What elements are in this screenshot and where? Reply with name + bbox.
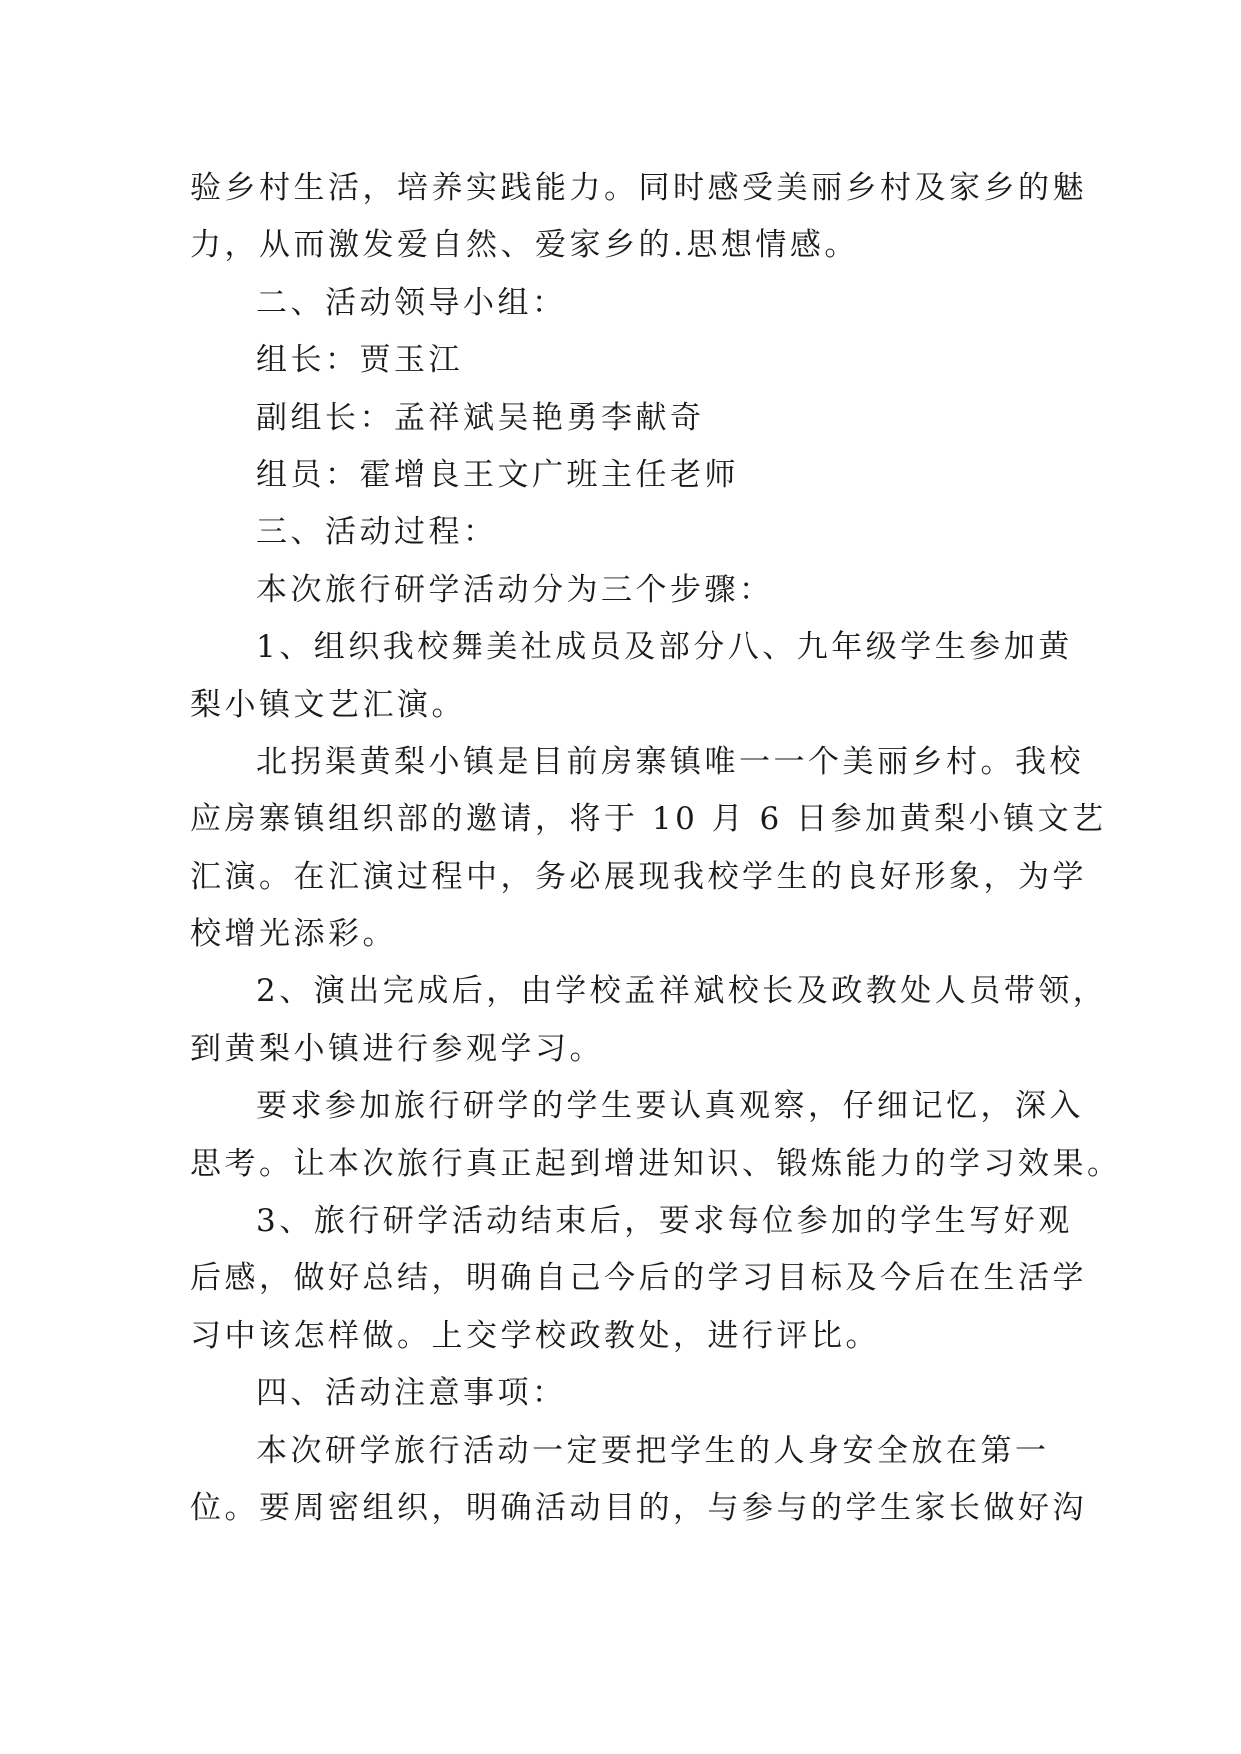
text-line: 习中该怎样做。上交学校政教处，进行评比。 [190,1317,880,1354]
text-line: 本次研学旅行活动一定要把学生的人身安全放在第一 [256,1432,1050,1469]
text-line: 校增光添彩。 [190,916,397,953]
text-line: 副组长：孟祥斌吴艳勇李献奇 [256,399,705,436]
text-line: 本次旅行研学活动分为三个步骤： [256,571,774,608]
text-line: 三、活动过程： [256,514,498,551]
text-line: 位。要周密组织，明确活动目的，与参与的学生家长做好沟 [190,1489,1087,1526]
document-body [190,160,1122,1537]
text-line: 梨小镇文艺汇演。 [190,686,466,723]
text-line: 要求参加旅行研学的学生要认真观察，仔细记忆，深入 [256,1088,1084,1125]
text-line: 后感，做好总结，明确自己今后的学习目标及今后在生活学 [190,1260,1087,1297]
text-line: 北拐渠黄梨小镇是目前房寨镇唯一一个美丽乡村。我校 [256,743,1084,780]
text-line: 二、活动领导小组： [256,284,567,321]
text-line: 2、演出完成后，由学校孟祥斌校长及政教处人员带领， [256,973,1108,1010]
text-line: 到黄梨小镇进行参观学习。 [190,1030,604,1067]
text-line: 3、旅行研学活动结束后，要求每位参加的学生写好观 [256,1203,1073,1240]
text-line: 1、组织我校舞美社成员及部分八、九年级学生参加黄 [256,629,1073,666]
text-line: 力，从而激发爱自然、爱家乡的.思想情感。 [190,227,859,264]
text-line: 组员：霍增良王文广班主任老师 [256,456,739,493]
text-line: 应房寨镇组织部的邀请，将于 10 月 6 日参加黄梨小镇文艺 [190,801,1107,838]
text-line: 四、活动注意事项： [256,1375,567,1412]
text-line: 汇演。在汇演过程中，务必展现我校学生的良好形象，为学 [190,858,1087,895]
text-line: 思考。让本次旅行真正起到增进知识、锻炼能力的学习效果。 [190,1145,1122,1182]
text-line: 组长：贾玉江 [256,342,463,379]
text-line: 验乡村生活，培养实践能力。同时感受美丽乡村及家乡的魅 [190,170,1087,206]
